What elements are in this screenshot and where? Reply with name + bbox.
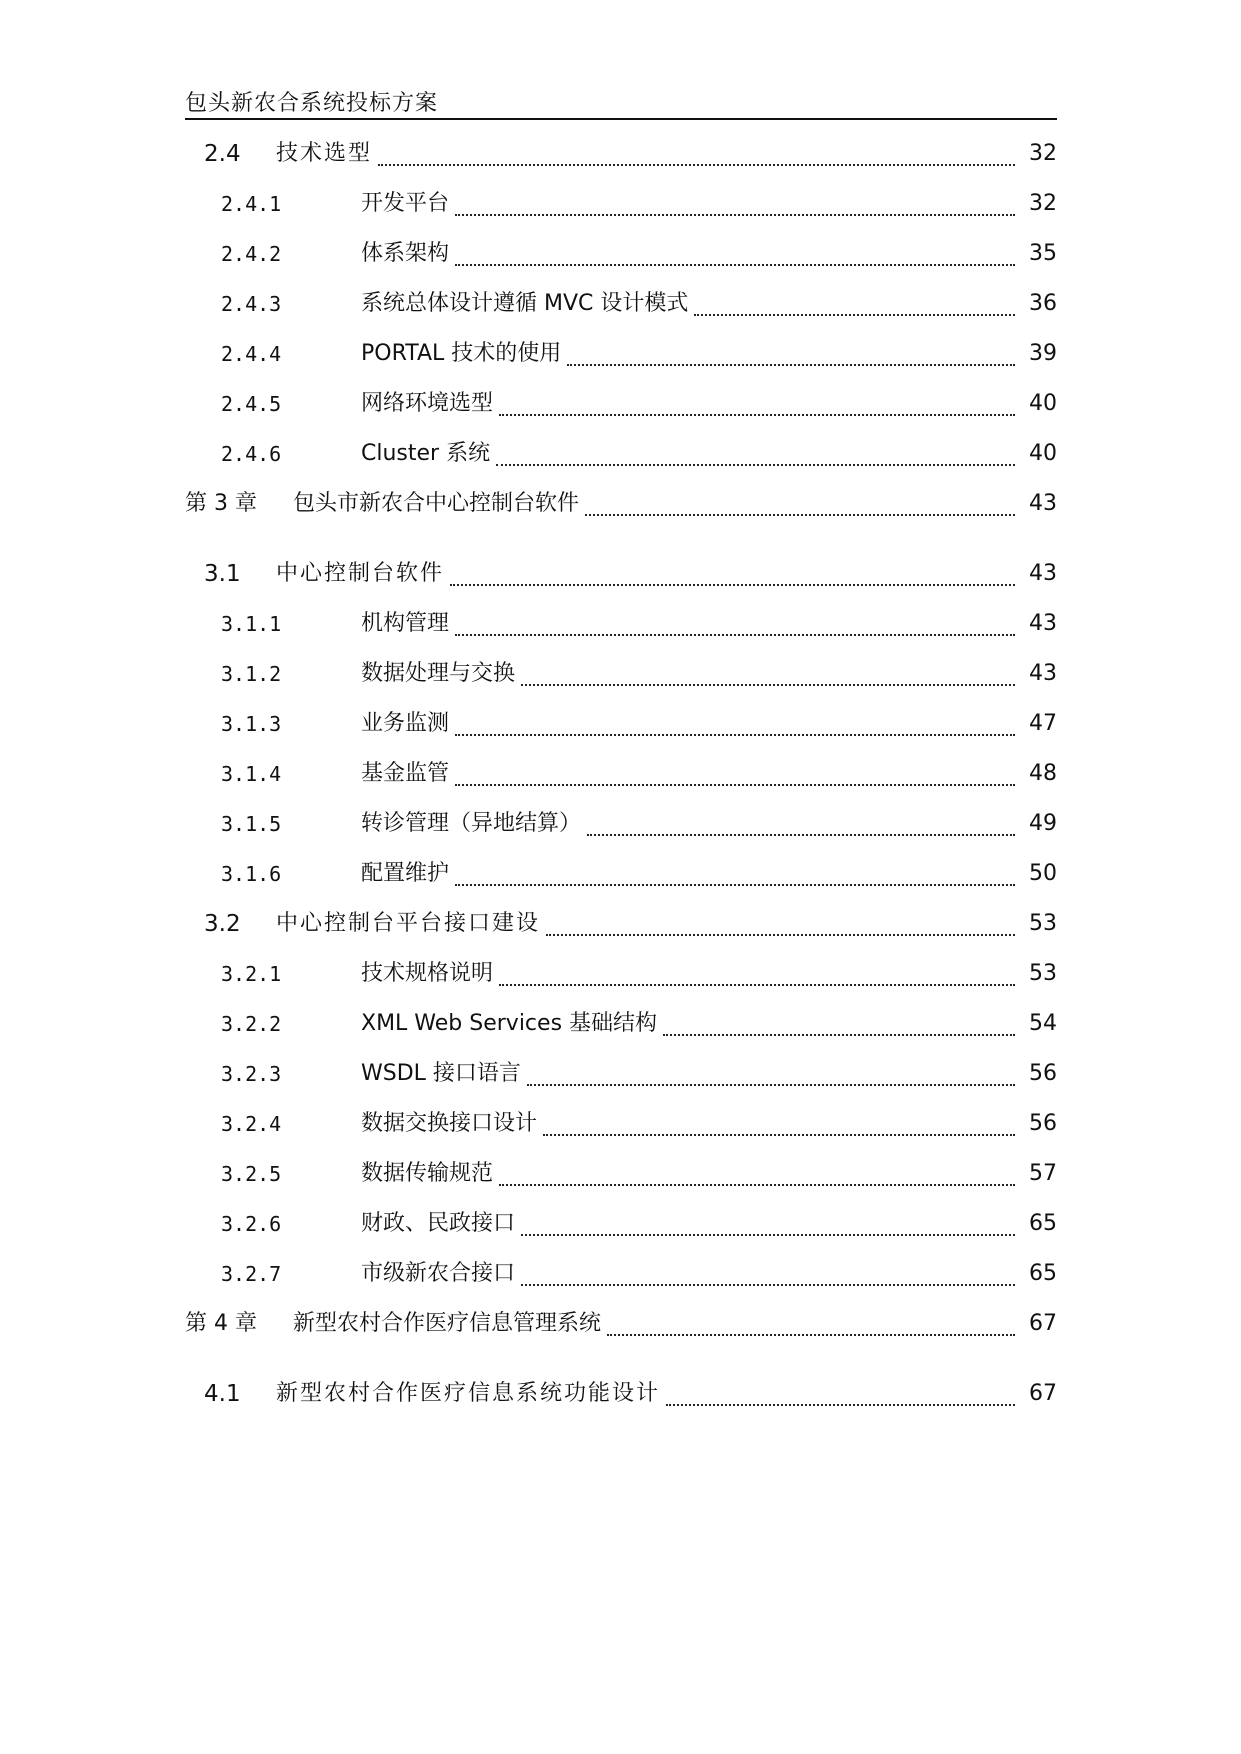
toc-dot-leader	[455, 754, 1015, 786]
toc-entry[interactable]	[0, 954, 1241, 994]
toc-entry-title: 体系架构	[361, 241, 450, 266]
toc-entry-page: 65	[1029, 1261, 1057, 1286]
toc-dot-leader	[450, 554, 1015, 586]
toc-entry-number: 3.2.5	[221, 1162, 282, 1186]
toc-dot-leader	[455, 704, 1015, 736]
toc-entry-page: 40	[1029, 441, 1057, 466]
toc-entry-title: 技术规格说明	[361, 961, 494, 986]
toc-entry-title: 数据处理与交换	[361, 661, 516, 686]
toc-entry-page: 47	[1029, 711, 1057, 736]
toc-entry-page: 67	[1029, 1381, 1057, 1406]
toc-entry-title: 数据交换接口设计	[361, 1111, 538, 1136]
page-header-title: 包头新农合系统投标方案	[185, 91, 439, 116]
toc-entry[interactable]	[0, 854, 1241, 894]
toc-entry[interactable]	[0, 1374, 1241, 1414]
toc-dot-leader	[455, 184, 1015, 216]
toc-entry-page: 57	[1029, 1161, 1057, 1186]
toc-entry-page: 35	[1029, 241, 1057, 266]
toc-entry-title: 机构管理	[361, 611, 450, 636]
toc-entry-page: 32	[1029, 141, 1057, 166]
toc-entry[interactable]	[0, 1254, 1241, 1294]
toc-entry[interactable]	[0, 704, 1241, 744]
toc-entry[interactable]	[0, 1054, 1241, 1094]
toc-entry-title: 包头市新农合中心控制台软件	[293, 491, 580, 516]
toc-entry-page: 39	[1029, 341, 1057, 366]
toc-entry-page: 53	[1029, 911, 1057, 936]
toc-entry[interactable]	[0, 134, 1241, 174]
toc-entry-title: 网络环境选型	[361, 391, 494, 416]
toc-entry-number: 2.4.1	[221, 192, 282, 216]
toc-entry-number: 2.4	[204, 141, 241, 167]
toc-entry[interactable]	[0, 754, 1241, 794]
toc-entry-number: 3.2.6	[221, 1212, 282, 1236]
toc-entry-title: 配置维护	[361, 861, 450, 886]
toc-dot-leader	[546, 904, 1015, 936]
toc-entry[interactable]	[0, 1154, 1241, 1194]
toc-entry-page: 50	[1029, 861, 1057, 886]
toc-entry-title: 新型农村合作医疗信息管理系统	[293, 1311, 602, 1336]
toc-entry[interactable]	[0, 1204, 1241, 1244]
toc-entry[interactable]	[0, 654, 1241, 694]
toc-entry-page: 43	[1029, 661, 1057, 686]
toc-entry[interactable]	[0, 334, 1241, 374]
toc-entry-number: 2.4.4	[221, 342, 282, 366]
toc-entry-title: 基金监管	[361, 761, 450, 786]
toc-entry-number: 3.1.1	[221, 612, 282, 636]
toc-entry-title: XML Web Services 基础结构	[361, 1011, 658, 1036]
toc-dot-leader	[521, 654, 1015, 686]
toc-entry-title: 中心控制台平台接口建设	[276, 911, 541, 936]
toc-entry-title: 财政、民政接口	[361, 1211, 516, 1236]
toc-entry-number: 3.2.7	[221, 1262, 282, 1286]
toc-entry[interactable]	[0, 604, 1241, 644]
toc-entry-title: 业务监测	[361, 711, 450, 736]
toc-dot-leader	[499, 384, 1015, 416]
toc-dot-leader	[378, 134, 1015, 166]
toc-entry-number: 3.2.3	[221, 1062, 282, 1086]
toc-entry-page: 40	[1029, 391, 1057, 416]
toc-dot-leader	[455, 604, 1015, 636]
toc-entry-number: 3.1.4	[221, 762, 282, 786]
toc-entry-number: 3.2.4	[221, 1112, 282, 1136]
toc-entry-number: 4.1	[204, 1381, 241, 1407]
toc-entry[interactable]	[0, 234, 1241, 274]
toc-dot-leader	[496, 434, 1015, 466]
toc-entry-number: 2.4.2	[221, 242, 282, 266]
toc-entry[interactable]	[0, 1304, 1241, 1344]
toc-entry-title: 市级新农合接口	[361, 1261, 516, 1286]
toc-entry-page: 53	[1029, 961, 1057, 986]
toc-dot-leader	[663, 1004, 1015, 1036]
toc-dot-leader	[666, 1374, 1015, 1406]
toc-entry-title: PORTAL 技术的使用	[361, 341, 562, 366]
toc-entry-number: 3.1.5	[221, 812, 282, 836]
toc-dot-leader	[521, 1254, 1015, 1286]
toc-entry-number: 2.4.5	[221, 392, 282, 416]
toc-entry-number: 3.1	[204, 561, 241, 587]
toc-entry-number: 3.2.1	[221, 962, 282, 986]
toc-entry-page: 48	[1029, 761, 1057, 786]
toc-entry[interactable]	[0, 484, 1241, 524]
toc-entry[interactable]	[0, 284, 1241, 324]
toc-dot-leader	[607, 1304, 1015, 1336]
toc-entry-number: 第 3 章	[185, 491, 257, 516]
toc-entry-number: 2.4.3	[221, 292, 282, 316]
toc-entry[interactable]	[0, 1104, 1241, 1144]
toc-entry[interactable]	[0, 184, 1241, 224]
toc-entry-title: 开发平台	[361, 191, 450, 216]
toc-dot-leader	[521, 1204, 1015, 1236]
toc-entry[interactable]	[0, 384, 1241, 424]
toc-dot-leader	[455, 234, 1015, 266]
toc-entry-number: 2.4.6	[221, 442, 282, 466]
toc-entry-title: 中心控制台软件	[276, 561, 445, 586]
toc-dot-leader	[499, 1154, 1015, 1186]
toc-entry-number: 3.1.6	[221, 862, 282, 886]
toc-dot-leader	[455, 854, 1015, 886]
toc-entry-page: 56	[1029, 1111, 1057, 1136]
toc-entry[interactable]	[0, 1004, 1241, 1044]
toc-entry-title: Cluster 系统	[361, 441, 491, 466]
toc-entry-page: 67	[1029, 1311, 1057, 1336]
toc-dot-leader	[587, 804, 1015, 836]
toc-dot-leader	[567, 334, 1015, 366]
toc-entry[interactable]	[0, 904, 1241, 944]
toc-dot-leader	[694, 284, 1015, 316]
toc-dot-leader	[499, 954, 1015, 986]
toc-dot-leader	[543, 1104, 1015, 1136]
toc-entry-number: 3.2	[204, 911, 241, 937]
toc-entry-page: 36	[1029, 291, 1057, 316]
toc-entry-title: 技术选型	[276, 141, 373, 166]
toc-entry-page: 49	[1029, 811, 1057, 836]
toc-entry-title: 新型农村合作医疗信息系统功能设计	[276, 1381, 661, 1406]
toc-entry-title: 系统总体设计遵循 MVC 设计模式	[361, 291, 689, 316]
toc-entry[interactable]	[0, 554, 1241, 594]
toc-entry-page: 32	[1029, 191, 1057, 216]
toc-entry[interactable]	[0, 434, 1241, 474]
toc-entry-number: 3.1.3	[221, 712, 282, 736]
toc-entry[interactable]	[0, 804, 1241, 844]
toc-dot-leader	[585, 484, 1015, 516]
toc-entry-page: 56	[1029, 1061, 1057, 1086]
toc-entry-title: 数据传输规范	[361, 1161, 494, 1186]
toc-entry-title: WSDL 接口语言	[361, 1061, 521, 1086]
toc-entry-number: 3.1.2	[221, 662, 282, 686]
toc-dot-leader	[527, 1054, 1015, 1086]
toc-entry-page: 43	[1029, 611, 1057, 636]
toc-entry-title: 转诊管理（异地结算）	[361, 811, 582, 836]
toc-entry-page: 43	[1029, 561, 1057, 586]
toc-entry-page: 43	[1029, 491, 1057, 516]
toc-entry-number: 3.2.2	[221, 1012, 282, 1036]
toc-entry-page: 65	[1029, 1211, 1057, 1236]
toc-entry-page: 54	[1029, 1011, 1057, 1036]
toc-entry-number: 第 4 章	[185, 1311, 257, 1336]
